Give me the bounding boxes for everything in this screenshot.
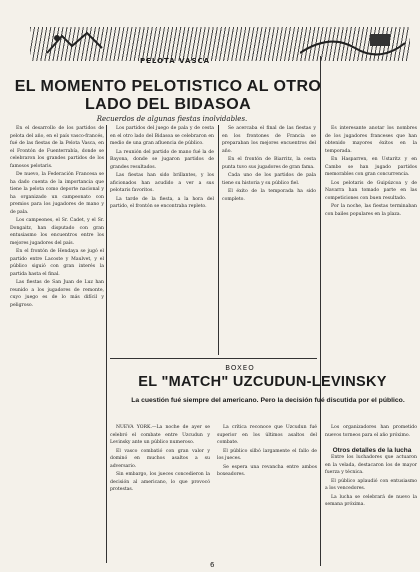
paragraph: La reunión del partido de mano fué la de Bayona, donde se jugaron partidos de grandes resultados. xyxy=(110,149,214,170)
column-rule xyxy=(218,125,219,355)
paragraph: La crítica reconoce que Uzcudun fué superior en los últimos asaltos del combate. xyxy=(217,425,317,445)
paragraph: Las fiestas de San Juan de Luz han reunido a los jugadores de remonte, cuyo juego es de lo más difícil y peligroso. xyxy=(10,280,104,308)
paragraph: El público aplaudió con entusiasmo a los vencedores. xyxy=(325,478,417,491)
wrestling-subheadline: Otros detalles de la lucha xyxy=(332,447,412,454)
paragraph: En el frontón de Hendaya se jugó el partido entre Lacoste y Maulvet, y el público siguió con gran interés la partida hasta el final. xyxy=(10,249,104,277)
section-title: PELOTA VASCA xyxy=(139,57,211,65)
headline: EL MOMENTO PELOTISTICO AL OTRO LADO DEL BIDASOA xyxy=(14,78,322,113)
landscape-illustration xyxy=(300,28,405,58)
boxing-subheadline: La cuestión fué siempre del americano. Pero la decisión fué discutida por el público. xyxy=(131,397,405,404)
paragraph: Es interesante anotar los nombres de los jugadores franceses que han obtenido mayores éxitos en la temporada. xyxy=(325,126,417,154)
article-column-1 xyxy=(10,125,104,565)
boxing-column-2 xyxy=(217,424,317,564)
paragraph: En el frontón de Biarritz, la cesta punta tuvo sus jugadores de gran fama. xyxy=(222,157,316,170)
paragraph: En el desarrollo de los partidos de pelota del año, en el país vasco-francés, fué de las fiestas de la Pelota Vasca, en el Frontón de Fuenterrabía, donde se celebraron los grandes partidos de los famosos pelotaris. xyxy=(10,126,104,169)
paragraph: De nuevo, la Federación Francesa se ha dado cuenta de la importancia que tiene la pelota como deporte nacional y ha organizado un campeonato con premios para los jugadores de mano y de pala. xyxy=(10,172,104,215)
paragraph: El éxito de la temporada ha sido completo. xyxy=(222,189,316,202)
wrestling-column xyxy=(325,454,417,564)
paragraph: Los campeones, el Sr. Cadet, y el Sr. Dongaitz, han disputado con gran entusiasmo los encuentros entre los mejores jugadores del país. xyxy=(10,218,104,246)
boxing-headline: EL "MATCH" UZCUDUN-LEVINSKY xyxy=(138,374,387,390)
column-rule xyxy=(106,125,107,563)
boxing-column-1 xyxy=(110,424,210,564)
section-rule xyxy=(110,358,317,359)
pelota-player-illustration xyxy=(42,28,112,58)
paragraph: La lucha se celebrará de nuevo la semana próxima. xyxy=(325,494,417,507)
subheadline: Recuerdos de algunas fiestas inolvidables. xyxy=(96,115,248,123)
paragraph: Los pelotaris de Guipúzcoa y de Navarra han tomado parte en las competiciones con buen resultado. xyxy=(325,180,417,201)
page-number: 6 xyxy=(210,561,215,569)
article-column-2 xyxy=(110,125,214,355)
column-rule xyxy=(320,56,321,566)
paragraph: Por la noche, las fiestas terminaban con bailes populares en la plaza. xyxy=(325,204,417,217)
paragraph: Se acercaba el final de las fiestas y en los frontones de Francia se preparaban los mejores encuentros del año. xyxy=(222,126,316,154)
article-column-3 xyxy=(222,125,316,355)
paragraph: NUEVA YORK.—La noche de ayer se celebró el combate entre Uzcudun y Levinsky ante un público numeroso. xyxy=(110,425,210,445)
paragraph: El vasco combatió con gran valor y dominó en muchos asaltos a su adversario. xyxy=(110,448,210,469)
paragraph: El público silbó largamente el fallo de los jueces. xyxy=(217,448,317,461)
paragraph: Entre los luchadores que actuaron en la velada, destacaron los de mayor fuerza y técnica. xyxy=(325,455,417,475)
paragraph: Las fiestas han sido brillantes, y los aficionados han acudido a ver a sus pelotaris favoritos. xyxy=(110,173,214,193)
paragraph: En Hasparren, en Ustaritz y en Cambo se han jugado partidos memorables con gran concurrencia. xyxy=(325,157,417,177)
paragraph: Sin embargo, los jueces concedieron la decisión al americano, lo que provocó protestas. xyxy=(110,472,210,492)
boxing-section-title: BOXEO xyxy=(225,364,255,372)
paragraph: La tarde de la fiesta, a la hora del partido, el frontón se encontraba repleto. xyxy=(110,196,214,209)
paragraph: Los partidos del juego de pala y de cesta en el otro lado del Bidasoa se celebraron en medio de una gran afluencia de público. xyxy=(110,126,214,146)
paragraph: Cada uno de los partidos de pala tiene su historia y su público fiel. xyxy=(222,173,316,186)
paragraph: Los organizadores han prometido nuevos torneos para el año próximo. xyxy=(325,425,417,438)
paragraph: Se espera una revancha entre ambos boxeadores. xyxy=(217,464,317,477)
